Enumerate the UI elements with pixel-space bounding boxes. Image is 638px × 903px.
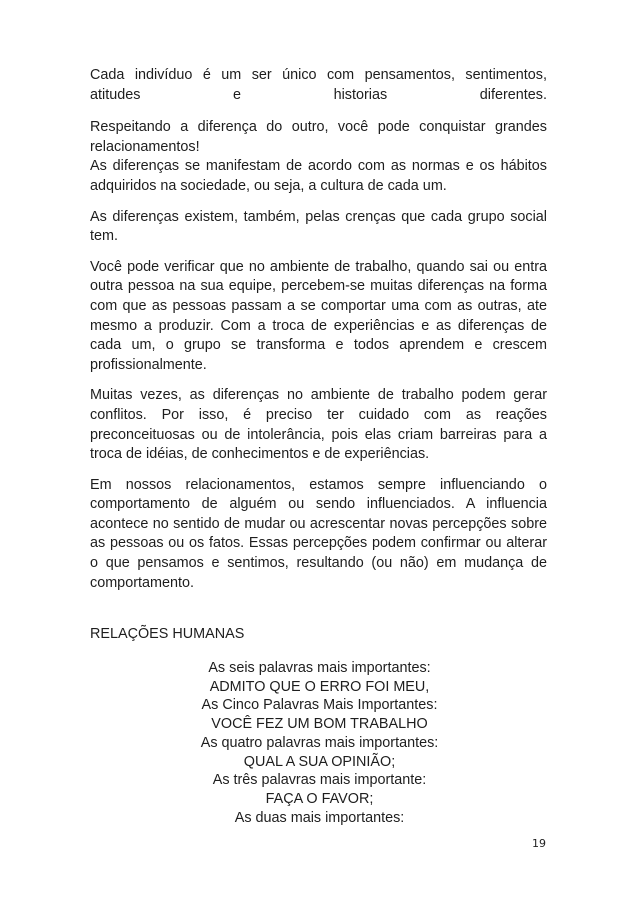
poem-line: FAÇA O FAVOR; [265,790,374,807]
paragraph-6: Muitas vezes, as diferenças no ambiente de trabalho podem gerar conflitos. Por isso, é preciso ter cuidado com as reações preconceituosas ou de intolerância, pois elas criam barreiras para a troca de idéias, de conhecimentos e de experiências. [90,387,547,463]
poem-line: As duas mais importantes: [234,809,405,826]
section-heading: RELAÇÕES HUMANAS [90,626,245,642]
page-number: 19 [532,837,546,850]
poem-line: As Cinco Palavras Mais Importantes: [201,697,438,714]
document-body [90,66,547,593]
paragraph-1: Cada indivíduo é um ser único com pensamentos, sentimentos, atitudes e historias diferentes. [90,67,547,103]
poem-line: As quatro palavras mais importantes: [200,734,439,751]
poem-line: QUAL A SUA OPINIÃO; [243,753,396,770]
paragraph-2: Respeitando a diferença do outro, você pode conquistar grandes relacionamentos! [90,119,547,155]
paragraph-5: Você pode verificar que no ambiente de trabalho, quando sai ou entra outra pessoa na sua equipe, percebem-se muitas diferenças na forma com que as pessoas passam a se comportar uma com as outras, ate mesmo a produzir. Com a troca de experiências e as diferenças de cada um, o grupo se transforma e todos aprendem e crescem profissionalmente. [90,258,547,373]
poem-line: As três palavras mais importante: [212,772,427,789]
poem-line: As seis palavras mais importantes: [208,660,431,676]
paragraph-3: As diferenças se manifestam de acordo com as normas e os hábitos adquiridos na sociedade, ou seja, a cultura de cada um. [90,158,547,194]
paragraph-7: Em nossos relacionamentos, estamos sempre influenciando o comportamento de alguém ou sendo influenciados. A influencia acontece no sentido de mudar ou acrescentar novas percepções sobre as pessoas ou os fatos. Essas percepções podem confirmar ou alterar o que pensamos e sentimos, resultando (ou não) em mudança de comportamento. [90,476,547,591]
poem-line: VOCÊ FEZ UM BOM TRABALHO [211,716,428,733]
poem-block [182,659,457,827]
poem-line: ADMITO QUE O ERRO FOI MEU, [209,678,430,695]
paragraph-4: As diferenças existem, também, pelas crenças que cada grupo social tem. [90,208,547,245]
